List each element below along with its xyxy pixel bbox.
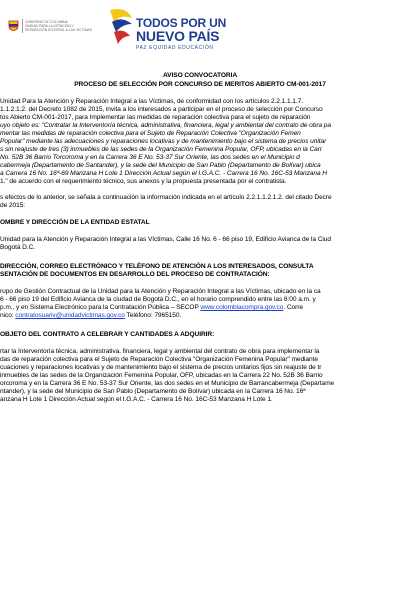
intro-line: s sin reajuste de tres (3) inmuebles de las sedes de la Organización Femenina Popular, OFP, ubicadas en la Carr — [0, 146, 322, 153]
intro-line: mentar las medidas de reparación colectiva para el Sujeto de Reparación Colectiva "Organización Femen — [0, 130, 301, 137]
document-subtitle: PROCESO DE SELECCIÓN POR CONCURSO DE MERITOS ABIERTO CM-001-2017 — [74, 81, 326, 88]
entity-line: Unidad para la Atención y Reparación Integral a las Víctimas, Calle 16 No. 6 - 66 piso 19, Edificio Avianca de la Ciud — [0, 236, 331, 243]
gov-line-2: UNIDAD PARA LA ATENCIÓN Y — [25, 24, 74, 29]
intro-line: tos Abierto CM-001-2017, para Implementar las medidas de reparación colectiva para el sujeto de reparación — [0, 114, 311, 121]
intro-line: Unidad Para la Atención y Reparación Integral a las Víctimas, de conformidad con los artículos 2.2.1.1.1.7. — [0, 98, 303, 105]
intro-line: 1." de acuerdo con el requerimiento técnico, sus anexos y la propuesta presentada por el contratista. — [0, 178, 287, 185]
gov-line-1: GOBIERNO DE COLOMBIA — [25, 20, 68, 24]
document-title: AVISO CONVOCATORIA — [162, 72, 238, 79]
intro-line: a Carrera 16 No. 16ª-69 Manzana H Lote 1 Dirección Actual según el I.G.A.C. - Carrera 16 No. 16C-53 Manzana H — [0, 170, 327, 177]
section-heading-contact: DIRECCIÓN, CORREO ELECTRÓNICO Y TELÉFONO DE ATENCIÓN A LOS INTERESADOS, CONSULTA — [0, 263, 314, 270]
brand-line-2: NUEVO PAÍS — [136, 28, 220, 44]
contact-text: p.m., y en Sistema Electrónico para la Contratación Pública – SECOP — [0, 304, 201, 311]
effects-line: s efectos de lo anterior, se señala a continuación la información indicada en el artículo 2.2.1.1.2.1.2. del citado Decre — [0, 194, 332, 201]
section-heading-entity: OMBRE Y DIRECCIÓN DE LA ENTIDAD ESTATAL — [0, 219, 150, 226]
intro-line: 1.1.2.1.2. del Decreto 1082 de 2015, invita a los interesados a participar en el proceso de selección por Concurso — [0, 106, 323, 113]
contact-text: . Corre — [283, 304, 303, 311]
gov-line-3: REPARACIÓN INTEGRAL A LAS VÍCTIMAS — [25, 28, 93, 33]
object-line: cuaciones y reparaciones locativas y de mantenimiento bajo el sistema de precios unitarios fijos sin reajuste de tr — [0, 364, 322, 371]
contact-line — [0, 312, 181, 320]
contact-line: 6 - 66 piso 19 del Edificio Avianca de la ciudad de Bogotá D.C., en el horario comprendido entre las 8:00 a.m. y — [0, 296, 316, 303]
email-link[interactable]: contratosuariv@unidadvictimas.gov.co — [15, 312, 125, 319]
object-line: ntander), y la sede del Municipio de San Pablo (Departamento de Bolívar) ubicada en la Carrera 16 No. 16ª — [0, 388, 306, 395]
brand-tagline: PAZ EQUIDAD EDUCACIÓN — [136, 45, 214, 51]
contact-text: nico: — [0, 312, 16, 319]
object-line: inmuebles de las sedes de la Organización Femenina Popular, OFP, ubicadas en la Carrera 22 No. 52B 36 Barrio — [0, 372, 323, 379]
intro-line: uyo objeto es: "Contratar la Interventoría técnica, administrativa, financiera, legal y ambiental del contrato de obra pa — [0, 122, 331, 129]
object-line: anzana H Lote 1 Dirección Actual según el I.G.A.C. - Carrera 16 No. 16C-53 Manzana H Lote 1. — [0, 396, 273, 403]
object-line: das de reparación colectiva para el Sujeto de Reparación Colectiva "Organización Femenina Popular" mediante — [0, 356, 318, 363]
intro-line: cabermeja (Departamento de Santander), y la sede del Municipio de San Pablo (Departamento de Bolívar) ubica — [0, 162, 321, 169]
object-line: orcoroma y en la Carrera 36 E No. 53-37 Sur Oriente, las dos sedes en el Municipio de Barrancabermeja (Departame — [0, 380, 335, 387]
entity-line: Bogotá D.C. — [0, 244, 36, 251]
section-heading-contact: SENTACIÓN DE DOCUMENTOS EN DESARROLLO DEL PROCESO DE CONTRATACIÓN: — [0, 271, 270, 278]
contact-line — [0, 304, 303, 312]
section-heading-object: OBJETO DEL CONTRATO A CELEBRAR Y CANTIDADES A ADQUIRIR: — [0, 331, 215, 338]
phone-text: Teléfono: 7965150. — [124, 312, 182, 319]
contact-line: rupo de Gestión Contractual de la Unidad para la Atención y Reparación Integral a las Víctimas, ubicado en la ca — [0, 288, 321, 295]
secop-link[interactable]: www.colombiacompra.gov.co — [200, 304, 284, 311]
intro-line: No. 52B 36 Barrio Torcoroma y en la Carrera 36 E No. 53-37 Sur Oriente, las dos sedes en el Municipio d — [0, 154, 300, 161]
effects-line: de 2015: — [0, 202, 26, 209]
brand-line-1: TODOS POR UN — [136, 16, 227, 30]
object-line: rtar la Interventoría técnica, administrativa, financiera, legal y ambiental del contrato de obra para implementar la — [0, 348, 320, 355]
intro-line: Popular" mediante las adecuaciones y reparaciones locativas y de mantenimiento bajo el sistema de precios unitar — [0, 138, 327, 145]
